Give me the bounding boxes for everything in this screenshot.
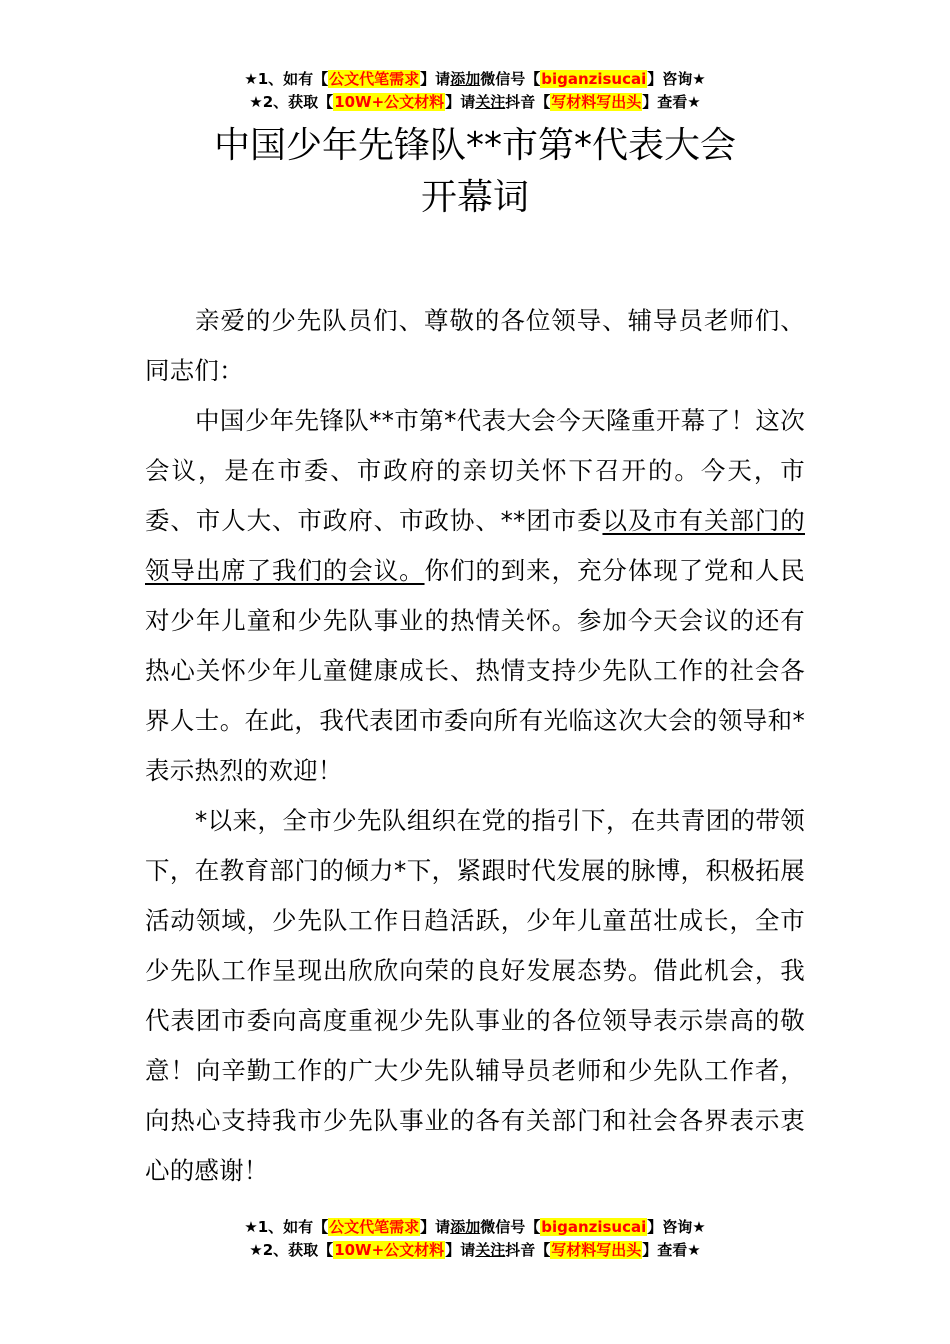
banner-line-1: ★1、如有【公文代笔需求】请添加微信号【biganzisucai】咨询★ <box>244 70 706 88</box>
footer-banner <box>0 1216 950 1262</box>
highlight-douyin: 写材料写出头 <box>551 1241 642 1259</box>
highlight-douyin: 写材料写出头 <box>551 93 642 111</box>
banner-line-1: ★1、如有【公文代笔需求】请添加微信号【biganzisucai】咨询★ <box>244 1218 706 1236</box>
highlight-service: 公文代笔需求 <box>329 70 420 88</box>
paragraph-2: *以来，全市少先队组织在党的指引下，在共青团的带领下，在教育部门的倾力*下，紧跟时代发展的脉博，积极拓展活动领域，少先队工作日趋活跃，少年儿童茁壮成长，全市少先队工作呈现出欣欣向荣的良好发展态势。借此机会，我代表团市委向高度重视少先队事业的各位领导表示崇高的敬意！向辛勤工作的广大少先队辅导员老师和少先队工作者，向热心支持我市少先队事业的各有关部门和社会各界表示衷心的感谢！ <box>145 806 805 1185</box>
star-icon: ★ <box>249 1241 263 1259</box>
highlight-materials: 10W+公文材料 <box>334 93 445 111</box>
paragraph-1: 中国少年先锋队**市第*代表大会今天隆重开幕了！这次会议，是在市委、市政府的亲切关怀下召开的。今天，市委、市人大、市政府、市政协、**团市委以及市有关部门的领导出席了我们的会议。你们的到来，充分体现了党和人民对少年儿童和少先队事业的热情关怀。参加今天会议的还有热心关怀少年儿童健康成长、热情支持少先队工作的社会各界人士。在此，我代表团市委向所有光临这次大会的领导和*表示热烈的欢迎！ <box>145 406 805 785</box>
banner-line-2: ★2、获取【10W+公文材料】请关注抖音【写材料写出头】查看★ <box>249 1241 701 1259</box>
title-line-2: 开幕词 <box>420 177 529 218</box>
star-icon: ★ <box>244 1218 258 1236</box>
highlight-service: 公文代笔需求 <box>329 1218 420 1236</box>
banner-line-2: ★2、获取【10W+公文材料】请关注抖音【写材料写出头】查看★ <box>249 93 701 111</box>
document-title <box>0 120 950 224</box>
header-banner <box>0 68 950 114</box>
document-body <box>145 296 805 1196</box>
highlight-wechat-id: biganzisucai <box>541 1218 647 1236</box>
title-line-1: 中国少年先锋队**市第*代表大会 <box>213 125 736 166</box>
salutation: 亲爱的少先队员们、尊敬的各位领导、辅导员老师们、同志们： <box>145 306 805 385</box>
highlight-wechat-id: biganzisucai <box>541 70 647 88</box>
underlined-text: 以及市有关部门的领导出席了我们的会议。 <box>145 506 805 585</box>
highlight-materials: 10W+公文材料 <box>334 1241 445 1259</box>
star-icon: ★ <box>249 93 263 111</box>
star-icon: ★ <box>244 70 258 88</box>
